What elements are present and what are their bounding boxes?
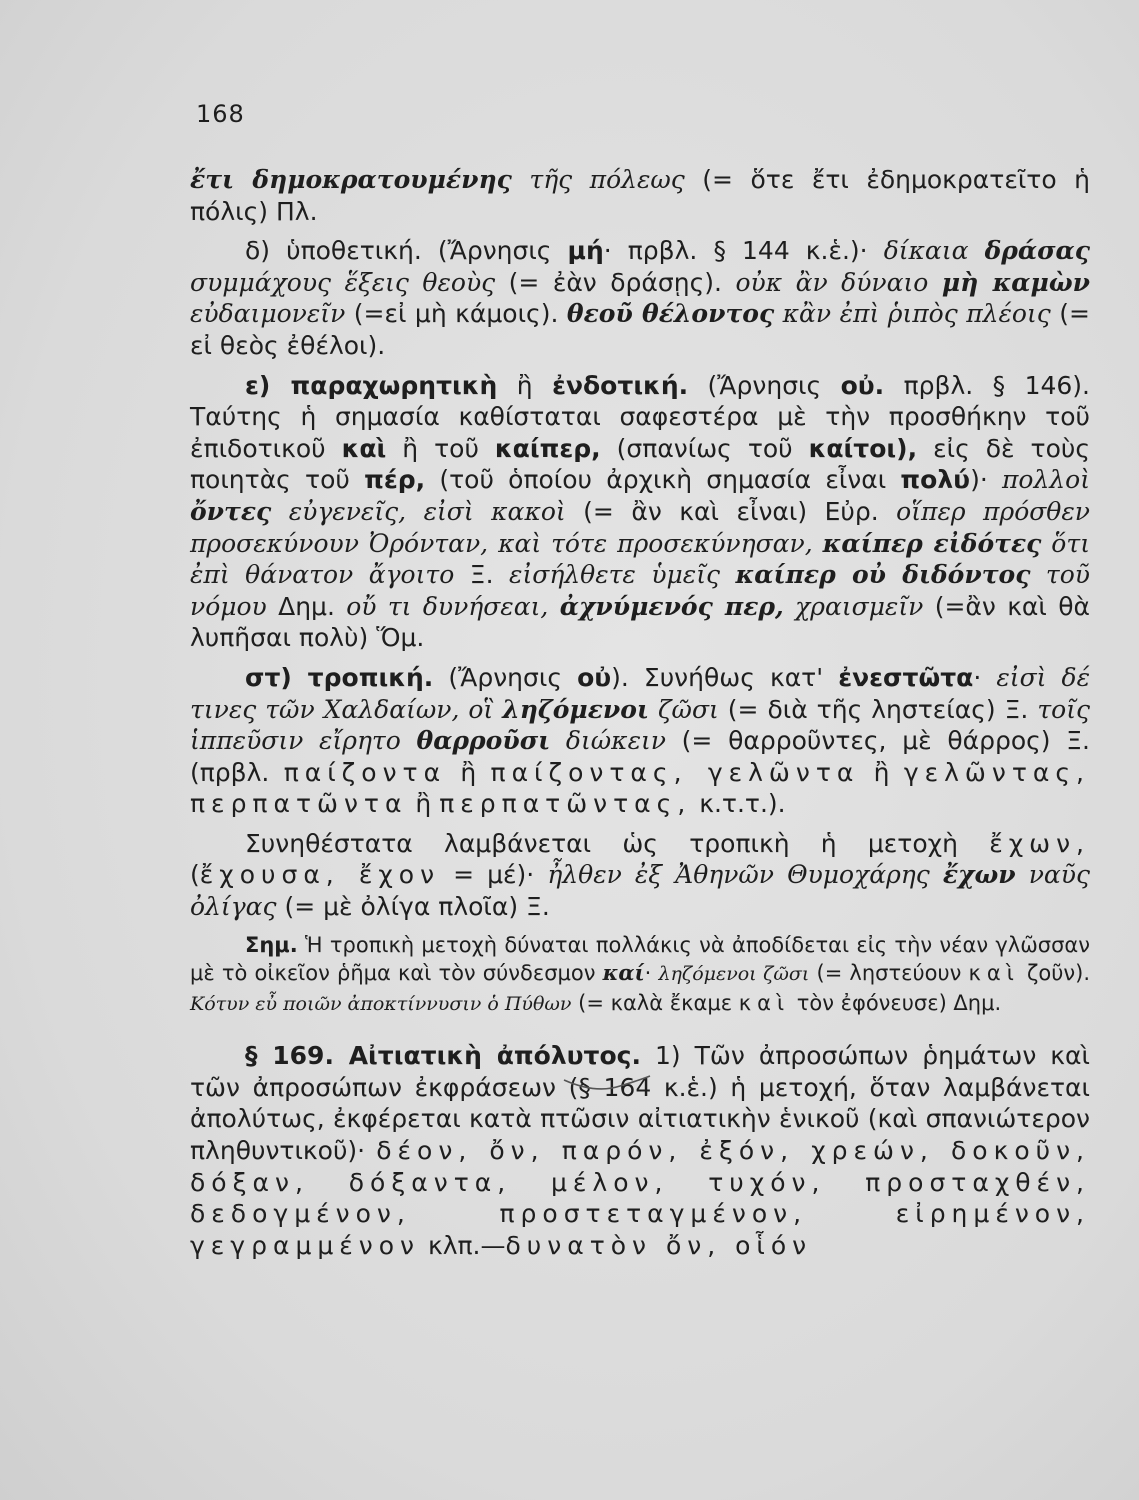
section-169: § 169. Αἰτιατικὴ ἀπόλυτος. 1) Τῶν ἀπροσώπων ῥημάτων καὶ τῶν ἀπροσώπων ἐκφράσεων (§ 164 κ.ἑ.) ἡ μετοχή, ὅταν λαμβάνεται ἀπολύτως, ἐκφέρεται κατὰ πτῶσιν αἰτιατικὴν ἑνικοῦ (καὶ σπανιώτερον πληθυντικοῦ)· δέον, ὄν, παρόν, ἐξόν, χρεών, δοκοῦν, δόξαν, δόξαντα, μέλον, τυχόν, προσταχθέν, δεδογμένον, προστεταγμένον, εἰρημένον, γεγραμμένον κλπ.—δυνατὸν ὄν, οἷόν bbox=[190, 1041, 1090, 1260]
page-body bbox=[190, 164, 1090, 1269]
paragraph-modal: στ) τροπική. (Ἄρνησις οὐ). Συνήθως κατ' ἐνεστῶτα· εἰσὶ δέ τινες τῶν Χαλδαίων, οἳ ληζόμενοι ζῶσι (= διὰ τῆς ληστείας) Ξ. τοῖς ἱππεῦσιν εἴρητο θαρροῦσι διώκειν (= θαρροῦντες, μὲ θάρρος) Ξ. (πρβλ. παίζοντα ἢ παίζοντας, γελῶντα ἢ γελῶντας, περπατῶντα ἢ περπατῶντας, κ.τ.τ.). bbox=[190, 662, 1091, 819]
paragraph-hypothetical: δ) ὑποθετική. (Ἄρνησις μή· πρβλ. § 144 κ.ἑ.)· δίκαια δράσας συμμάχους ἕξεις θεοὺς (= ἐὰν δράσῃς). οὐκ ἂν δύναιο μὴ καμὼν εὐδαιμονεῖν (=εἰ μὴ κάμοις). θεοῦ θέλοντος κἂν ἐπὶ ῥιπὸς πλέοις (= εἰ θεὸς ἐθέλοι). bbox=[190, 236, 1091, 360]
paragraph-1: ἔτι δημοκρατουμένης τῆς πόλεως (= ὅτε ἔτι ἐδημοκρατεῖτο ἡ πόλις) Πλ. bbox=[190, 165, 1090, 226]
pencil-mark-icon bbox=[562, 1074, 652, 1094]
section-heading: § 169. Αἰτιατικὴ ἀπόλυτος. bbox=[245, 1041, 641, 1071]
paragraph-echon: Συνηθέστατα λαμβάνεται ὡς τροπικὴ ἡ μετοχὴ ἔχων, (ἔχουσα, ἔχον = μέ)· ἦλθεν ἐξ Ἀθηνῶν Θυμοχάρης ἔχων ναῦς ὀλίγας (= μὲ ὀλίγα πλοῖα) Ξ. bbox=[190, 828, 1090, 922]
note-paragraph: Σημ. Ἡ τροπικὴ μετοχὴ δύναται πολλάκις νὰ ἀποδίδεται εἰς τὴν νέαν γλῶσσαν μὲ τὸ οἰκεῖον ῥῆμα καὶ τὸν σύνδεσμον καί· ληζόμενοι ζῶσι (= ληστεύουν καὶ ζοῦν). Κότυν εὖ ποιῶν ἀποκτίννυσιν ὁ Πύθων (= καλὰ ἔκαμε καὶ τὸν ἐφόνευσε) Δημ. bbox=[190, 932, 1090, 1015]
page-number: 168 bbox=[196, 100, 245, 128]
paragraph-concessive: ε) παραχωρητικὴ ἢ ἐνδοτική. (Ἄρνησις οὐ. πρβλ. § 146). Ταύτης ἡ σημασία καθίσταται σαφεστέρα μὲ τὴν προσθήκην τοῦ ἐπιδοτικοῦ καὶ ἢ τοῦ καίπερ, (σπανίως τοῦ καίτοι), εἰς δὲ τοὺς ποιητὰς τοῦ πέρ, (τοῦ ὁποίου ἀρχικὴ σημασία εἶναι πολύ)· πολλοὶ ὄντες εὐγενεῖς, εἰσὶ κακοὶ (= ἂν καὶ εἶναι) Εὐρ. οἵπερ πρόσθεν προσεκύνουν Ὀρόνταν, καὶ τότε προσεκύνησαν, καίπερ εἰδότες ὅτι ἐπὶ θάνατον ἄγοιτο Ξ. εἰσήλθετε ὑμεῖς καίπερ οὐ διδόντος τοῦ νόμου Δημ. οὔ τι δυνήσεαι, ἀχνύμενός περ, χραισμεῖν (=ἂν καὶ θὰ λυπῆσαι πολὺ) Ὅμ. bbox=[190, 370, 1091, 653]
